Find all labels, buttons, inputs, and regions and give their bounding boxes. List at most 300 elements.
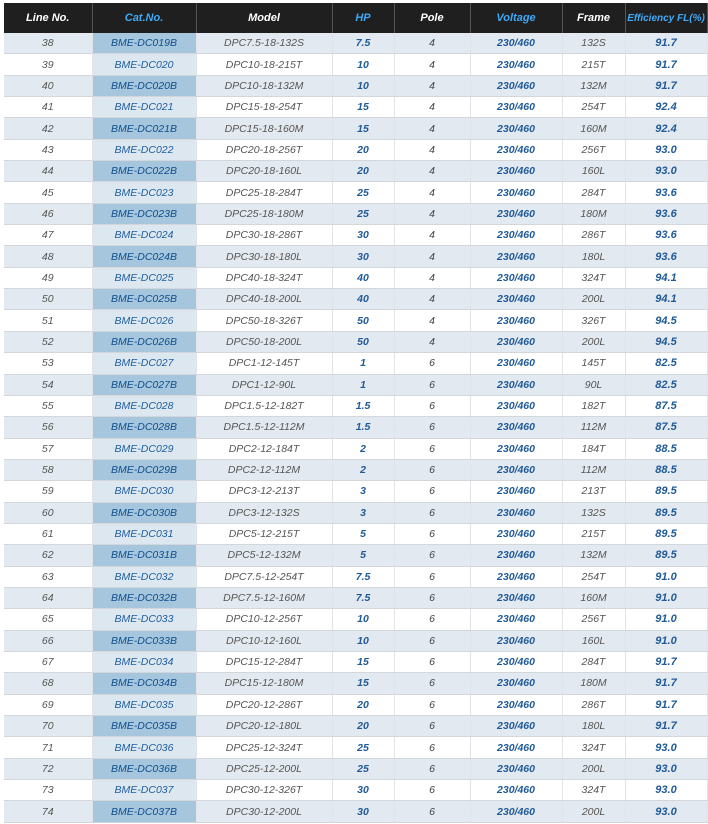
cell-frame: 180L	[562, 716, 625, 737]
cell-cat-no: BME-DC024	[92, 225, 196, 246]
cell-line-no: 52	[4, 331, 92, 352]
cell-model: DPC40-18-324T	[196, 267, 332, 288]
cell-hp: 15	[332, 97, 394, 118]
cell-line-no: 74	[4, 801, 92, 822]
cell-hp: 1	[332, 374, 394, 395]
cell-frame: 254T	[562, 566, 625, 587]
cell-pole: 6	[394, 609, 470, 630]
table-row	[4, 438, 707, 459]
cell-hp: 10	[332, 609, 394, 630]
cell-voltage: 230/460	[470, 673, 562, 694]
cell-pole: 6	[394, 566, 470, 587]
cell-voltage: 230/460	[470, 161, 562, 182]
cell-hp: 3	[332, 481, 394, 502]
table-row	[4, 801, 707, 822]
table-row	[4, 395, 707, 416]
cell-efficiency: 92.4	[625, 97, 707, 118]
cell-hp: 7.5	[332, 587, 394, 608]
cell-model: DPC20-18-256T	[196, 139, 332, 160]
cell-hp: 1.5	[332, 395, 394, 416]
cell-line-no: 54	[4, 374, 92, 395]
cell-hp: 20	[332, 694, 394, 715]
cell-hp: 30	[332, 780, 394, 801]
cell-pole: 6	[394, 374, 470, 395]
cell-frame: 200L	[562, 289, 625, 310]
cell-hp: 10	[332, 630, 394, 651]
cell-efficiency: 92.4	[625, 118, 707, 139]
cell-cat-no: BME-DC019B	[92, 33, 196, 54]
cell-voltage: 230/460	[470, 459, 562, 480]
cell-model: DPC15-12-284T	[196, 651, 332, 672]
table-row	[4, 331, 707, 352]
cell-model: DPC10-12-256T	[196, 609, 332, 630]
cell-voltage: 230/460	[470, 289, 562, 310]
cell-line-no: 63	[4, 566, 92, 587]
cell-hp: 25	[332, 203, 394, 224]
table-row	[4, 609, 707, 630]
table-row	[4, 353, 707, 374]
cell-line-no: 39	[4, 54, 92, 75]
cell-line-no: 72	[4, 758, 92, 779]
table-row	[4, 225, 707, 246]
table-row	[4, 203, 707, 224]
table-row	[4, 289, 707, 310]
cell-model: DPC20-12-286T	[196, 694, 332, 715]
cell-voltage: 230/460	[470, 737, 562, 758]
table-row	[4, 182, 707, 203]
cell-model: DPC30-12-326T	[196, 780, 332, 801]
cell-cat-no: BME-DC021B	[92, 118, 196, 139]
cell-line-no: 42	[4, 118, 92, 139]
cell-voltage: 230/460	[470, 374, 562, 395]
cell-pole: 4	[394, 225, 470, 246]
cell-pole: 4	[394, 267, 470, 288]
cell-line-no: 67	[4, 651, 92, 672]
cell-line-no: 70	[4, 716, 92, 737]
cell-pole: 6	[394, 502, 470, 523]
cell-hp: 7.5	[332, 33, 394, 54]
cell-efficiency: 91.7	[625, 673, 707, 694]
cell-line-no: 57	[4, 438, 92, 459]
cell-frame: 213T	[562, 481, 625, 502]
cell-voltage: 230/460	[470, 353, 562, 374]
cell-model: DPC25-18-180M	[196, 203, 332, 224]
cell-model: DPC1-12-90L	[196, 374, 332, 395]
cell-voltage: 230/460	[470, 481, 562, 502]
cell-pole: 6	[394, 780, 470, 801]
cell-efficiency: 88.5	[625, 438, 707, 459]
cell-efficiency: 93.0	[625, 801, 707, 822]
cell-hp: 2	[332, 438, 394, 459]
cell-hp: 20	[332, 139, 394, 160]
cell-hp: 30	[332, 225, 394, 246]
table-row	[4, 737, 707, 758]
cell-model: DPC1-12-145T	[196, 353, 332, 374]
cell-frame: 324T	[562, 737, 625, 758]
cell-voltage: 230/460	[470, 758, 562, 779]
cell-model: DPC25-12-324T	[196, 737, 332, 758]
cell-line-no: 45	[4, 182, 92, 203]
cell-cat-no: BME-DC026B	[92, 331, 196, 352]
cell-voltage: 230/460	[470, 630, 562, 651]
cell-model: DPC3-12-213T	[196, 481, 332, 502]
table-row	[4, 651, 707, 672]
cell-frame: 160L	[562, 161, 625, 182]
cell-cat-no: BME-DC027	[92, 353, 196, 374]
cell-cat-no: BME-DC029	[92, 438, 196, 459]
cell-cat-no: BME-DC024B	[92, 246, 196, 267]
cell-line-no: 38	[4, 33, 92, 54]
cell-model: DPC50-18-326T	[196, 310, 332, 331]
cell-pole: 4	[394, 33, 470, 54]
cell-voltage: 230/460	[470, 75, 562, 96]
table-row	[4, 374, 707, 395]
cell-model: DPC10-18-215T	[196, 54, 332, 75]
cell-voltage: 230/460	[470, 225, 562, 246]
cell-hp: 25	[332, 182, 394, 203]
cell-line-no: 48	[4, 246, 92, 267]
cell-efficiency: 93.0	[625, 758, 707, 779]
cell-hp: 25	[332, 737, 394, 758]
cell-frame: 256T	[562, 609, 625, 630]
header-voltage: Voltage	[470, 3, 562, 33]
table-row	[4, 75, 707, 96]
cell-frame: 180M	[562, 673, 625, 694]
cell-pole: 4	[394, 331, 470, 352]
cell-voltage: 230/460	[470, 417, 562, 438]
cell-pole: 6	[394, 523, 470, 544]
cell-pole: 6	[394, 481, 470, 502]
cell-pole: 6	[394, 545, 470, 566]
cell-frame: 180M	[562, 203, 625, 224]
cell-efficiency: 94.1	[625, 267, 707, 288]
cell-cat-no: BME-DC037	[92, 780, 196, 801]
cell-cat-no: BME-DC031	[92, 523, 196, 544]
cell-efficiency: 94.5	[625, 310, 707, 331]
cell-frame: 254T	[562, 97, 625, 118]
cell-line-no: 73	[4, 780, 92, 801]
cell-cat-no: BME-DC020	[92, 54, 196, 75]
table-row	[4, 246, 707, 267]
cell-model: DPC30-12-200L	[196, 801, 332, 822]
cell-frame: 326T	[562, 310, 625, 331]
cell-voltage: 230/460	[470, 545, 562, 566]
cell-voltage: 230/460	[470, 523, 562, 544]
cell-line-no: 66	[4, 630, 92, 651]
cell-hp: 25	[332, 758, 394, 779]
table-row	[4, 780, 707, 801]
table-row	[4, 587, 707, 608]
cell-cat-no: BME-DC022	[92, 139, 196, 160]
cell-model: DPC30-18-286T	[196, 225, 332, 246]
cell-line-no: 44	[4, 161, 92, 182]
cell-cat-no: BME-DC034B	[92, 673, 196, 694]
cell-voltage: 230/460	[470, 267, 562, 288]
cell-efficiency: 93.0	[625, 161, 707, 182]
cell-hp: 20	[332, 716, 394, 737]
cell-pole: 6	[394, 438, 470, 459]
cell-line-no: 50	[4, 289, 92, 310]
cell-hp: 3	[332, 502, 394, 523]
cell-hp: 10	[332, 75, 394, 96]
cell-efficiency: 89.5	[625, 545, 707, 566]
cell-frame: 132S	[562, 33, 625, 54]
cell-efficiency: 91.7	[625, 54, 707, 75]
cell-hp: 7.5	[332, 566, 394, 587]
cell-line-no: 65	[4, 609, 92, 630]
cell-efficiency: 91.7	[625, 75, 707, 96]
cell-frame: 160M	[562, 118, 625, 139]
cell-cat-no: BME-DC028B	[92, 417, 196, 438]
cell-frame: 286T	[562, 225, 625, 246]
cell-pole: 6	[394, 459, 470, 480]
cell-line-no: 51	[4, 310, 92, 331]
cell-pole: 6	[394, 716, 470, 737]
cell-model: DPC50-18-200L	[196, 331, 332, 352]
cell-frame: 90L	[562, 374, 625, 395]
cell-line-no: 40	[4, 75, 92, 96]
cell-model: DPC5-12-132M	[196, 545, 332, 566]
cell-efficiency: 93.0	[625, 139, 707, 160]
cell-frame: 284T	[562, 182, 625, 203]
cell-hp: 30	[332, 246, 394, 267]
cell-pole: 4	[394, 310, 470, 331]
cell-cat-no: BME-DC025B	[92, 289, 196, 310]
cell-cat-no: BME-DC027B	[92, 374, 196, 395]
cell-line-no: 62	[4, 545, 92, 566]
cell-voltage: 230/460	[470, 716, 562, 737]
cell-frame: 200L	[562, 331, 625, 352]
cell-cat-no: BME-DC032	[92, 566, 196, 587]
cell-frame: 200L	[562, 801, 625, 822]
table-row	[4, 54, 707, 75]
header-frame: Frame	[562, 3, 625, 33]
table-header	[4, 3, 707, 33]
cell-efficiency: 93.6	[625, 203, 707, 224]
header-efficiency: Efficiency FL(%)	[625, 3, 707, 33]
cell-cat-no: BME-DC033	[92, 609, 196, 630]
cell-frame: 182T	[562, 395, 625, 416]
cell-voltage: 230/460	[470, 609, 562, 630]
cell-voltage: 230/460	[470, 694, 562, 715]
cell-efficiency: 88.5	[625, 459, 707, 480]
cell-voltage: 230/460	[470, 310, 562, 331]
table-row	[4, 310, 707, 331]
cell-cat-no: BME-DC021	[92, 97, 196, 118]
table-row	[4, 459, 707, 480]
table-row	[4, 716, 707, 737]
cell-efficiency: 93.0	[625, 737, 707, 758]
table-row	[4, 267, 707, 288]
cell-frame: 200L	[562, 758, 625, 779]
cell-line-no: 58	[4, 459, 92, 480]
cell-frame: 284T	[562, 651, 625, 672]
cell-frame: 184T	[562, 438, 625, 459]
cell-line-no: 46	[4, 203, 92, 224]
cell-hp: 1	[332, 353, 394, 374]
header-hp: HP	[332, 3, 394, 33]
cell-model: DPC7.5-18-132S	[196, 33, 332, 54]
cell-voltage: 230/460	[470, 801, 562, 822]
cell-hp: 30	[332, 801, 394, 822]
cell-efficiency: 89.5	[625, 523, 707, 544]
cell-pole: 6	[394, 353, 470, 374]
cell-efficiency: 91.0	[625, 566, 707, 587]
cell-pole: 6	[394, 694, 470, 715]
cell-frame: 324T	[562, 780, 625, 801]
cell-line-no: 41	[4, 97, 92, 118]
cell-hp: 20	[332, 161, 394, 182]
cell-voltage: 230/460	[470, 780, 562, 801]
cell-hp: 50	[332, 331, 394, 352]
cell-cat-no: BME-DC028	[92, 395, 196, 416]
cell-hp: 40	[332, 267, 394, 288]
cell-efficiency: 93.6	[625, 225, 707, 246]
cell-efficiency: 93.6	[625, 246, 707, 267]
cell-pole: 6	[394, 758, 470, 779]
cell-model: DPC3-12-132S	[196, 502, 332, 523]
cell-efficiency: 89.5	[625, 502, 707, 523]
cell-voltage: 230/460	[470, 395, 562, 416]
cell-efficiency: 82.5	[625, 353, 707, 374]
cell-cat-no: BME-DC035	[92, 694, 196, 715]
cell-frame: 132S	[562, 502, 625, 523]
cell-line-no: 69	[4, 694, 92, 715]
cell-line-no: 61	[4, 523, 92, 544]
cell-pole: 6	[394, 651, 470, 672]
cell-pole: 6	[394, 395, 470, 416]
cell-efficiency: 94.1	[625, 289, 707, 310]
cell-cat-no: BME-DC025	[92, 267, 196, 288]
cell-pole: 4	[394, 118, 470, 139]
cell-pole: 6	[394, 587, 470, 608]
cell-frame: 112M	[562, 417, 625, 438]
table-row	[4, 481, 707, 502]
header-cat-no: Cat.No.	[92, 3, 196, 33]
cell-hp: 5	[332, 523, 394, 544]
cell-model: DPC5-12-215T	[196, 523, 332, 544]
cell-voltage: 230/460	[470, 566, 562, 587]
cell-line-no: 71	[4, 737, 92, 758]
table-row	[4, 694, 707, 715]
cell-cat-no: BME-DC036B	[92, 758, 196, 779]
cell-frame: 256T	[562, 139, 625, 160]
cell-line-no: 47	[4, 225, 92, 246]
cell-frame: 132M	[562, 75, 625, 96]
cell-pole: 6	[394, 737, 470, 758]
cell-model: DPC30-18-180L	[196, 246, 332, 267]
cell-pole: 6	[394, 673, 470, 694]
cell-line-no: 55	[4, 395, 92, 416]
cell-voltage: 230/460	[470, 54, 562, 75]
table-row	[4, 566, 707, 587]
cell-efficiency: 91.7	[625, 716, 707, 737]
cell-cat-no: BME-DC035B	[92, 716, 196, 737]
cell-model: DPC15-12-180M	[196, 673, 332, 694]
cell-line-no: 60	[4, 502, 92, 523]
cell-frame: 215T	[562, 54, 625, 75]
table-row	[4, 33, 707, 54]
cell-voltage: 230/460	[470, 502, 562, 523]
cell-efficiency: 89.5	[625, 481, 707, 502]
cell-voltage: 230/460	[470, 246, 562, 267]
cell-line-no: 43	[4, 139, 92, 160]
cell-model: DPC15-18-160M	[196, 118, 332, 139]
cell-cat-no: BME-DC030	[92, 481, 196, 502]
cell-pole: 4	[394, 54, 470, 75]
table-row	[4, 139, 707, 160]
header-model: Model	[196, 3, 332, 33]
cell-line-no: 68	[4, 673, 92, 694]
table-row	[4, 118, 707, 139]
header-pole: Pole	[394, 3, 470, 33]
cell-pole: 4	[394, 161, 470, 182]
table-row	[4, 545, 707, 566]
cell-voltage: 230/460	[470, 438, 562, 459]
cell-voltage: 230/460	[470, 203, 562, 224]
cell-model: DPC20-18-160L	[196, 161, 332, 182]
cell-frame: 112M	[562, 459, 625, 480]
cell-frame: 215T	[562, 523, 625, 544]
cell-cat-no: BME-DC036	[92, 737, 196, 758]
cell-cat-no: BME-DC032B	[92, 587, 196, 608]
cell-line-no: 59	[4, 481, 92, 502]
table-row	[4, 417, 707, 438]
cell-cat-no: BME-DC020B	[92, 75, 196, 96]
table-row	[4, 673, 707, 694]
cell-hp: 50	[332, 310, 394, 331]
cell-hp: 5	[332, 545, 394, 566]
cell-pole: 4	[394, 97, 470, 118]
cell-voltage: 230/460	[470, 651, 562, 672]
cell-voltage: 230/460	[470, 182, 562, 203]
cell-pole: 4	[394, 75, 470, 96]
cell-pole: 4	[394, 139, 470, 160]
cell-model: DPC40-18-200L	[196, 289, 332, 310]
cell-voltage: 230/460	[470, 587, 562, 608]
cell-model: DPC1.5-12-182T	[196, 395, 332, 416]
cell-efficiency: 94.5	[625, 331, 707, 352]
cell-model: DPC10-18-132M	[196, 75, 332, 96]
cell-efficiency: 91.7	[625, 694, 707, 715]
cell-frame: 324T	[562, 267, 625, 288]
cell-frame: 160M	[562, 587, 625, 608]
cell-frame: 160L	[562, 630, 625, 651]
cell-efficiency: 91.7	[625, 651, 707, 672]
cell-pole: 4	[394, 246, 470, 267]
cell-cat-no: BME-DC022B	[92, 161, 196, 182]
cell-hp: 1.5	[332, 417, 394, 438]
header-line-no: Line No.	[4, 3, 92, 33]
cell-cat-no: BME-DC026	[92, 310, 196, 331]
cell-efficiency: 82.5	[625, 374, 707, 395]
cell-pole: 4	[394, 182, 470, 203]
cell-hp: 40	[332, 289, 394, 310]
cell-efficiency: 93.0	[625, 780, 707, 801]
cell-cat-no: BME-DC029B	[92, 459, 196, 480]
cell-cat-no: BME-DC023B	[92, 203, 196, 224]
table-row	[4, 630, 707, 651]
cell-efficiency: 87.5	[625, 417, 707, 438]
cell-efficiency: 91.0	[625, 609, 707, 630]
cell-line-no: 64	[4, 587, 92, 608]
cell-model: DPC2-12-112M	[196, 459, 332, 480]
cell-model: DPC15-18-254T	[196, 97, 332, 118]
table-row	[4, 502, 707, 523]
cell-frame: 286T	[562, 694, 625, 715]
cell-efficiency: 93.6	[625, 182, 707, 203]
cell-efficiency: 87.5	[625, 395, 707, 416]
